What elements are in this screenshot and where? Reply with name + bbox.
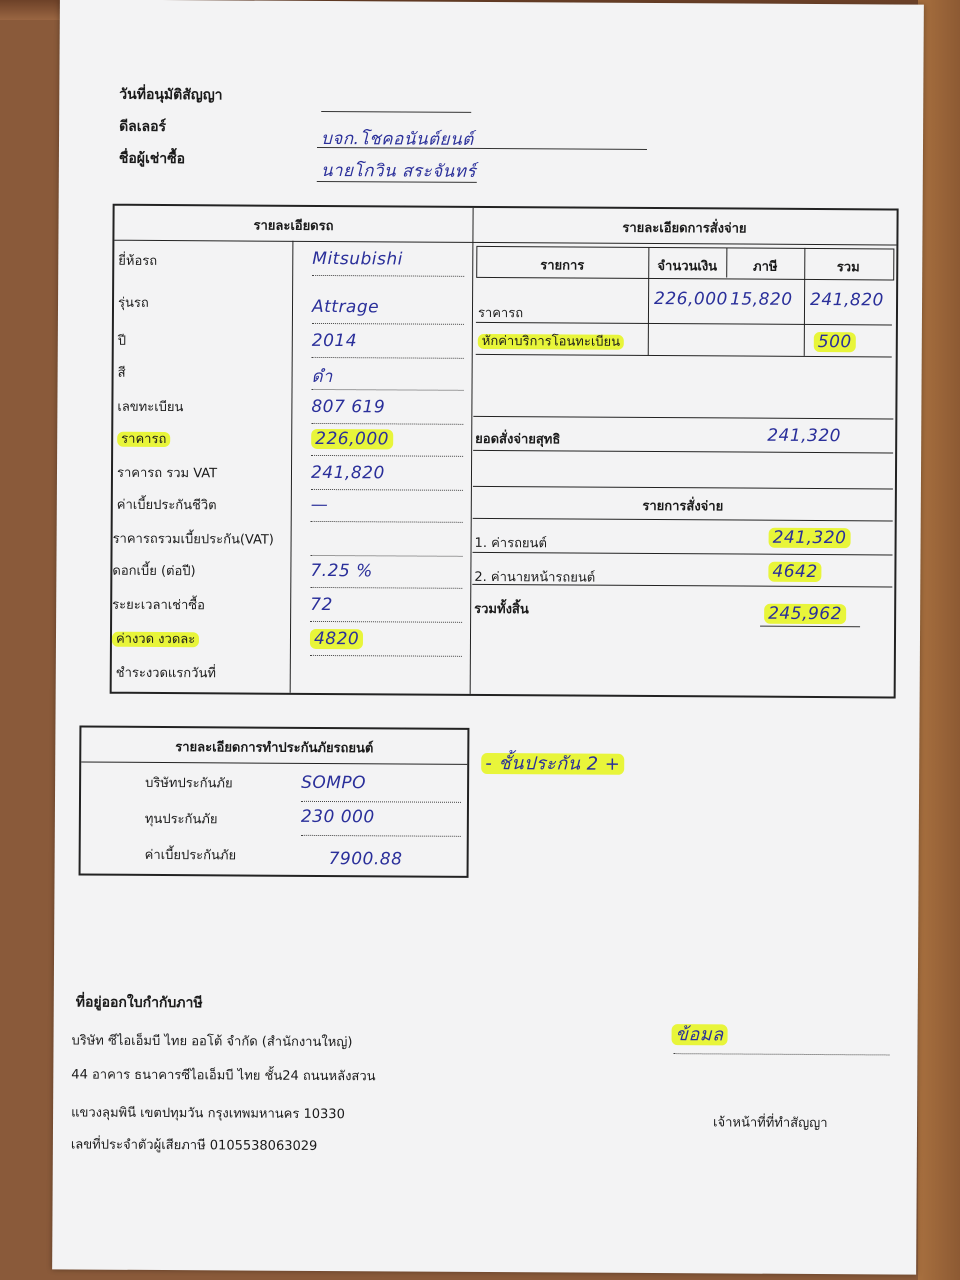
buyer-label: ชื่อผู้เช่าซื้อ xyxy=(118,150,186,168)
tax-address-line: 44 อาคาร ธนาคารซีไอเอ็มบี ไทย ชั้น24 ถนนหลังสวน xyxy=(71,1067,376,1085)
signature-mark: ข้อมล xyxy=(672,1024,728,1045)
order-total-label: รวมทั้งสิ้น xyxy=(474,601,529,618)
net-pay-value: 241,320 xyxy=(767,425,842,447)
col-total: รวม xyxy=(836,260,860,276)
car-value: 241,820 xyxy=(311,463,463,491)
insurance-note: - ชั้นประกัน 2 + xyxy=(481,753,624,775)
col-tax: ภาษี xyxy=(752,259,778,275)
car-label: ปี xyxy=(117,333,127,349)
car-label-highlight: ราคารถ xyxy=(117,432,170,447)
car-value xyxy=(310,663,462,690)
car-price-label: ราคารถ xyxy=(477,305,524,322)
car-value: Mitsubishi xyxy=(312,249,464,277)
dealer-label: ดีลเลอร์ xyxy=(119,118,167,136)
tax-address-line: แขวงลุมพินี เขตปทุมวัน กรุงเทพมหานคร 10330 xyxy=(71,1105,345,1123)
car-label: ราคารถ รวม VAT xyxy=(116,465,218,482)
car-label: ราคารถรวมเบี้ยประกัน(VAT) xyxy=(112,531,274,548)
order-label: 1. ค่ารถยนต์ xyxy=(474,535,547,552)
insurance-label: บริษัทประกันภัย xyxy=(145,775,233,792)
car-label-highlight: ค่างวด งวดละ xyxy=(112,632,199,648)
signature-label: เจ้าหน้าที่ที่ทำสัญญา xyxy=(712,1115,828,1132)
deduct-label: หักค่าบริการโอนทะเบียน xyxy=(478,334,624,350)
dealer-top-line xyxy=(321,111,471,113)
tax-address-line: บริษัท ซีไอเอ็มบี ไทย ออโต้ จำกัด (สำนักงานใหญ่) xyxy=(71,1033,353,1051)
order-value: 4642 xyxy=(768,562,821,582)
insurance-value: 230 000 xyxy=(301,807,461,837)
car-label: เลขทะเบียน xyxy=(117,399,184,416)
car-label: ยี่ห้อรถ xyxy=(118,253,158,269)
col-item: รายการ xyxy=(540,258,585,274)
buyer-value: นายโกวิน สระจันทร์ xyxy=(320,160,477,182)
insurance-value: SOMPO xyxy=(301,773,461,803)
car-value: 2014 xyxy=(312,331,464,359)
signature-line xyxy=(673,1053,889,1055)
insurance-label: ทุนประกันภัย xyxy=(144,811,218,828)
tax-address-title: ที่อยู่ออกใบกำกับภาษี xyxy=(75,994,203,1012)
deduct-total: 500 xyxy=(814,332,856,352)
car-label: ระยะเวลาเช่าซื้อ xyxy=(112,597,206,614)
insurance-title: รายละเอียดการทำประกันภัยรถยนต์ xyxy=(175,740,374,757)
payment-details-title: รายละเอียดการสั่งจ่าย xyxy=(622,220,747,237)
order-label: 2. ค่านายหน้ารถยนต์ xyxy=(474,569,596,586)
insurance-value: 7900.88 xyxy=(328,849,403,870)
net-pay-label: ยอดสั่งจ่ายสุทธิ xyxy=(475,431,561,448)
col-amount: จำนวนเงิน xyxy=(657,259,718,275)
dealer-value: บจก.โชคอนันต์ยนต์ xyxy=(320,128,474,150)
car-value: Attrage xyxy=(312,297,464,325)
order-total-value: 245,962 xyxy=(764,604,846,624)
car-value: — xyxy=(311,495,463,523)
car-value: ดำ xyxy=(312,363,464,391)
car-price-total: 241,820 xyxy=(810,289,884,311)
insurance-label: ค่าเบี้ยประกันภัย xyxy=(144,847,237,864)
car-value: 807 619 xyxy=(311,397,463,425)
car-details-title: รายละเอียดรถ xyxy=(253,218,334,235)
car-label: รุ่นรถ xyxy=(117,295,149,311)
car-label: ค่าเบี้ยประกันชีวิต xyxy=(116,497,217,514)
car-price-tax: 15,820 xyxy=(730,289,793,310)
tax-address-line: เลขที่ประจำตัวผู้เสียภาษี 0105538063029 xyxy=(70,1137,318,1154)
order-value: 241,320 xyxy=(769,528,851,548)
orders-title: รายการสั่งจ่าย xyxy=(642,498,724,515)
car-value-highlight: 226,000 xyxy=(311,429,393,449)
car-value: 72 xyxy=(310,595,462,623)
background-floor-right xyxy=(918,0,960,1280)
car-value: 7.25 % xyxy=(310,561,462,589)
car-value xyxy=(310,529,462,557)
car-label: สี xyxy=(117,365,126,381)
approval-date-label: วันที่อนุมัติสัญญา xyxy=(119,86,223,104)
car-value-highlight: 4820 xyxy=(310,629,363,649)
contract-document xyxy=(52,0,924,1275)
car-label: ดอกเบี้ย (ต่อปี) xyxy=(112,563,196,580)
car-price-amount: 226,000 xyxy=(654,289,728,310)
car-label: ชำระงวดแรกวันที่ xyxy=(115,665,216,682)
